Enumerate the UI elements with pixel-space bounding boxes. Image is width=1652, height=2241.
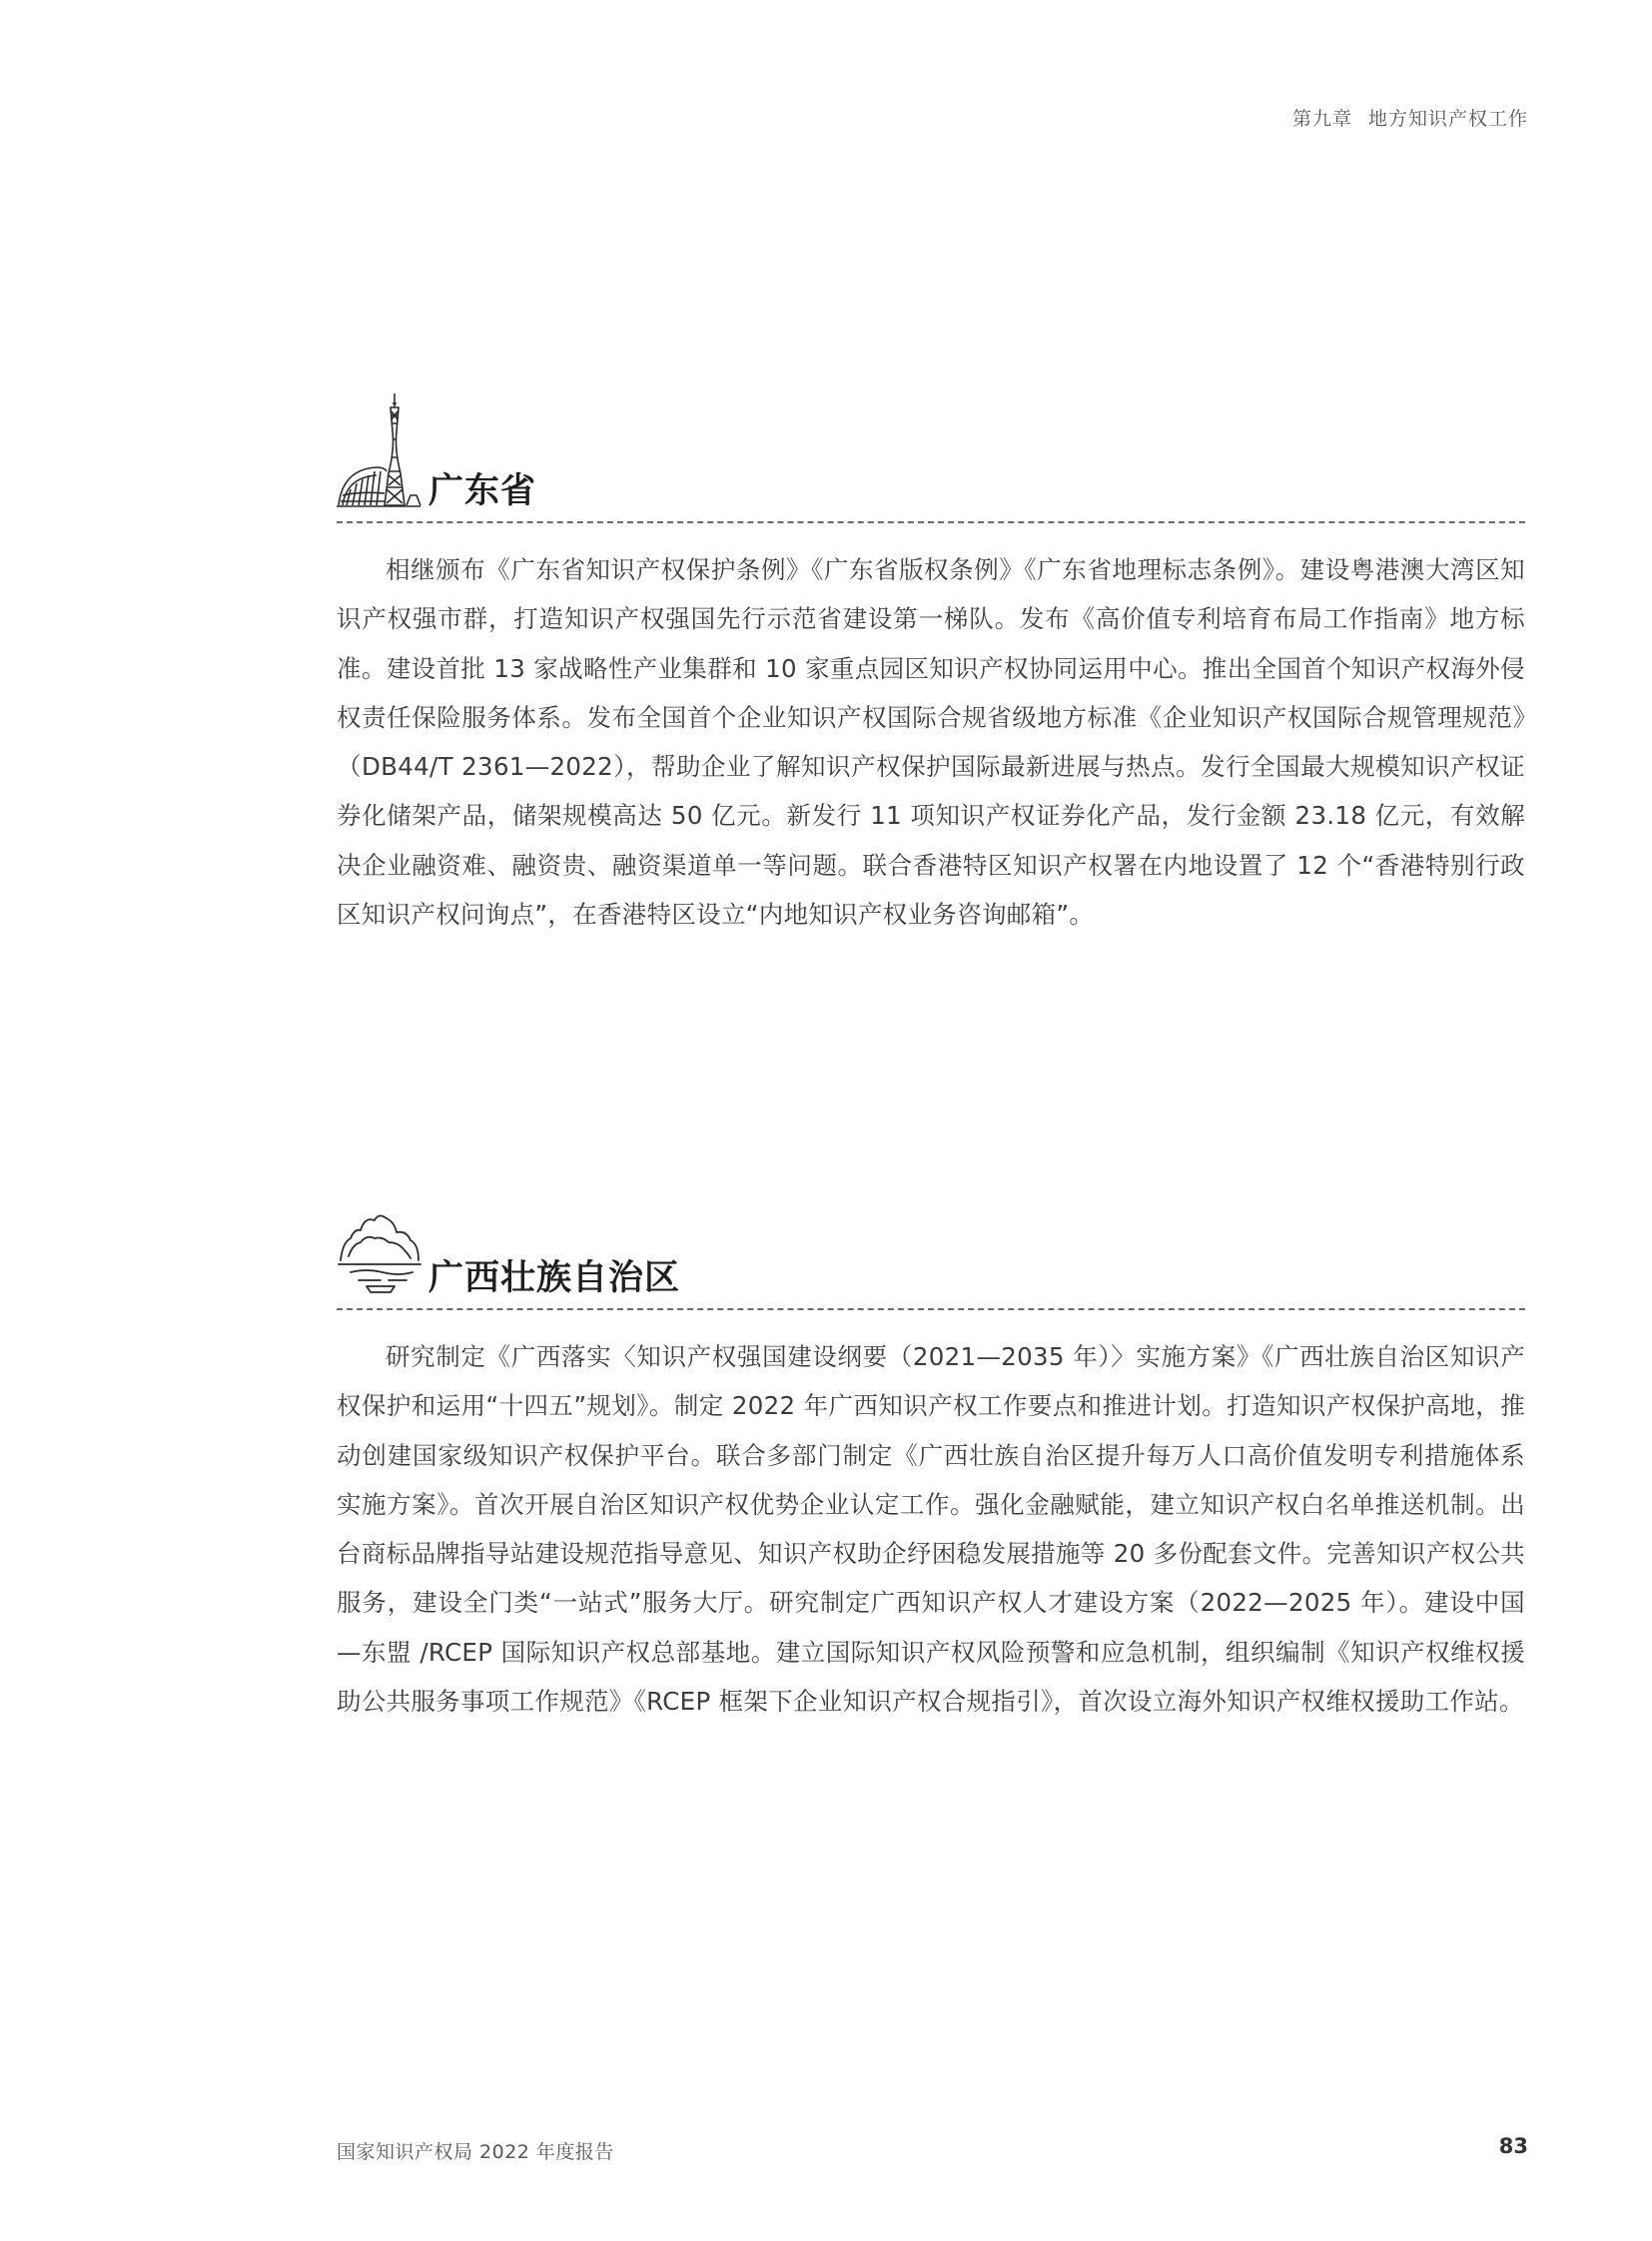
- karst-landscape-icon: [337, 1208, 422, 1294]
- section-guangdong: [337, 391, 1525, 939]
- running-header: [1292, 104, 1528, 131]
- section-title: 广西壮族自治区: [428, 1258, 681, 1298]
- dashed-divider: [337, 1308, 1525, 1310]
- section-body: 研究制定《广西落实〈知识产权强国建设纲要（2021—2035 年）〉实施方案》《广西壮族自治区知识产权保护和运用“十四五”规划》。制定 2022 年广西知识产权工作要点和推进计划。打造知识产权保护高地，推动创建国家级知识产权保护平台。联合多部门制定《广西壮族自治区提升每万人口高价值发明专利措施体系实施方案》。首次开展自治区知识产权优势企业认定工作。强化金融赋能，建立知识产权白名单推送机制。出台商标品牌指导站建设规范指导意见、知识产权助企纾困稳发展措施等 20 多份配套文件。完善知识产权公共服务，建设全门类“一站式”服务大厅。研究制定广西知识产权人才建设方案（2022—2025 年）。建设中国—东盟 /RCEP 国际知识产权总部基地。建立国际知识产权风险预警和应急机制，组织编制《知识产权维权援助公共服务事项工作规范》《RCEP 框架下企业知识产权合规指引》，首次设立海外知识产权维权援助工作站。: [337, 1342, 1525, 1717]
- section-heading: [337, 1178, 1525, 1298]
- canton-tower-icon: [337, 391, 422, 507]
- section-body: 相继颁布《广东省知识产权保护条例》《广东省版权条例》《广东省地理标志条例》。建设粤港澳大湾区知识产权强市群，打造知识产权强国先行示范省建设第一梯队。发布《高价值专利培育布局工作指南》地方标准。建设首批 13 家战略性产业集群和 10 家重点园区知识产权协同运用中心。推出全国首个知识产权海外侵权责任保险服务体系。发布全国首个企业知识产权国际合规省级地方标准《企业知识产权国际合规管理规范》（DB44/T 2361—2022），帮助企业了解知识产权保护国际最新进展与热点。发行全国最大规模知识产权证券化储架产品，储架规模高达 50 亿元。新发行 11 项知识产权证券化产品，发行金额 23.18 亿元，有效解决企业融资难、融资贵、融资渠道单一等问题。联合香港特区知识产权署在内地设置了 12 个“香港特别行政区知识产权问询点”，在香港特区设立“内地知识产权业务咨询邮箱”。: [337, 555, 1525, 930]
- dashed-divider: [337, 521, 1525, 523]
- chapter-number: 第九章: [1291, 108, 1352, 130]
- report-footer: 国家知识产权局 2022 年度报告: [337, 2141, 614, 2163]
- section-title: 广东省: [428, 471, 537, 511]
- chapter-title: 地方知识产权工作: [1367, 108, 1528, 130]
- section-heading: [337, 391, 1525, 511]
- page-number: 83: [1498, 2134, 1528, 2158]
- section-guangxi: [337, 1178, 1525, 1726]
